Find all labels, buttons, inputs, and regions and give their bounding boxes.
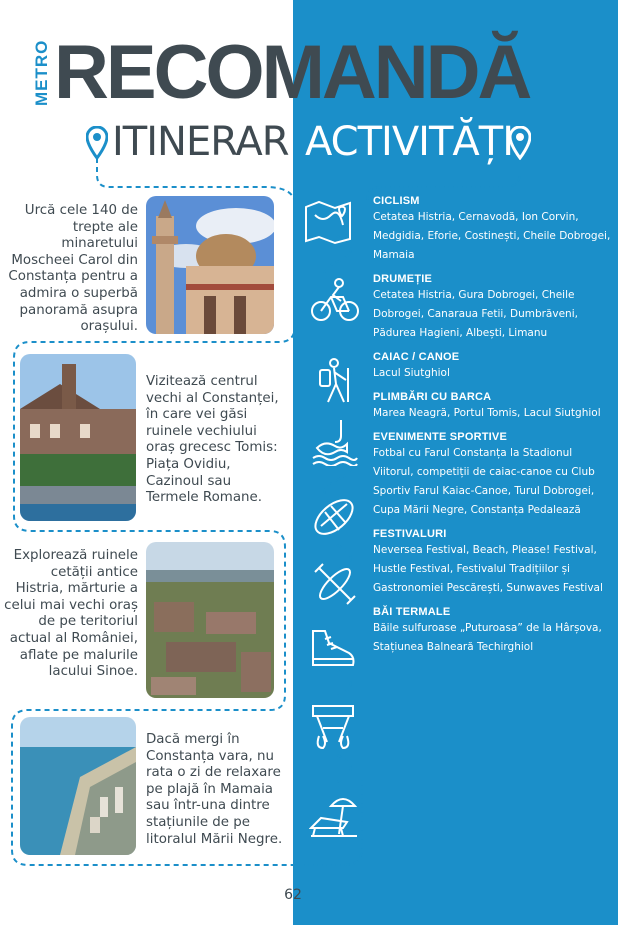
kayak-icon	[313, 562, 357, 606]
activity-title: DRUMEȚIE	[373, 273, 433, 285]
festival-table-icon	[307, 702, 359, 754]
activity-sport-events	[373, 430, 613, 520]
subtitle-itinerary: ITINERAR	[112, 119, 289, 165]
activity-hiking	[373, 272, 613, 343]
activity-title: CAIAC / CANOE	[373, 351, 460, 363]
sneaker-icon	[309, 627, 357, 669]
fishing-icon	[311, 418, 359, 466]
hiker-icon	[312, 358, 356, 404]
activity-title: CICLISM	[373, 195, 420, 207]
activity-kayak	[373, 350, 613, 383]
activity-text: Băile sulfuroase „Puturoasa” de la Hârșova, Stațiunea Balneară Techirghiol	[373, 622, 602, 653]
activities-list	[373, 194, 613, 664]
photo-histria-ruins	[146, 542, 274, 698]
activity-festivals	[373, 527, 613, 598]
activity-title: FESTIVALURI	[373, 528, 447, 540]
brand-prefix: METRO	[32, 39, 51, 106]
bicycle-icon	[309, 277, 361, 323]
location-pin-icon	[509, 126, 531, 160]
brand-title-text: RECOMANDĂ	[54, 30, 530, 115]
activity-text: Lacul Siutghiol	[373, 367, 450, 379]
itinerary-text-4: Dacă mergi în Constanța vara, nu rata o zi de relaxare pe plajă în Mamaia sau într-una dintre stațiunile de pe litoralul Mării Negre.	[146, 732, 283, 847]
activity-text: Cetatea Histria, Cernavodă, Ion Corvin, Medgidia, Eforie, Costinești, Cheile Dobrogei, Mamaia	[373, 211, 611, 261]
itinerary-text-2: Vizitează centrul vechi al Constanței, în care vei găsi ruinele vechiului oraș grecesc Tomis: Piața Ovidiu, Cazinoul sau Termele Romane.	[146, 374, 279, 506]
activity-text: Neversea Festival, Beach, Please! Festival, Hustle Festival, Festivalul Tradițiilor și Gastronomiei Pescărești, Sunwaves Festival	[373, 544, 603, 594]
photo-old-center	[20, 354, 136, 521]
location-pin-icon	[86, 126, 108, 160]
activity-text: Fotbal cu Farul Constanța la Stadionul Viitorul, competiții de caiac-canoe cu Club Sportiv Farul Kaiac-Canoe, Turul Dobrogei, Cupa Mării Negre, Constanța Pedalează	[373, 447, 595, 516]
page-number: 62	[284, 887, 302, 903]
map-icon	[303, 199, 353, 245]
activity-boat-trips	[373, 390, 613, 423]
photo-mamaia-beach	[20, 717, 136, 855]
itinerary-text-1: Urcă cele 140 de trepte ale minaretului Moscheei Carol din Constanța pentru a admira o superbă panoramă asupra orașului.	[8, 203, 138, 335]
activity-title: PLIMBĂRI CU BARCA	[373, 391, 492, 403]
subtitle-activities: ACTIVITĂȚI	[305, 119, 514, 165]
activity-title: EVENIMENTE SPORTIVE	[373, 431, 507, 443]
activity-cycling	[373, 194, 613, 265]
photo-mosque	[146, 196, 274, 334]
boat-icon	[309, 492, 359, 542]
activity-text: Marea Neagră, Portul Tomis, Lacul Siutghiol	[373, 407, 601, 419]
activity-title: BĂI TERMALE	[373, 606, 451, 618]
sunbed-icon	[309, 792, 359, 838]
activity-thermal-baths	[373, 605, 613, 657]
activity-text: Cetatea Histria, Gura Dobrogei, Cheile Dobrogei, Canaraua Fetii, Dumbrăveni, Pădurea Hagieni, Albești, Limanu	[373, 289, 578, 339]
itinerary-text-3: Explorează ruinele cetății antice Histria, mărturie a celui mai vechi oraș de pe teritoriul actual al României, aflate pe malurile lacului Sinoe.	[4, 548, 138, 680]
